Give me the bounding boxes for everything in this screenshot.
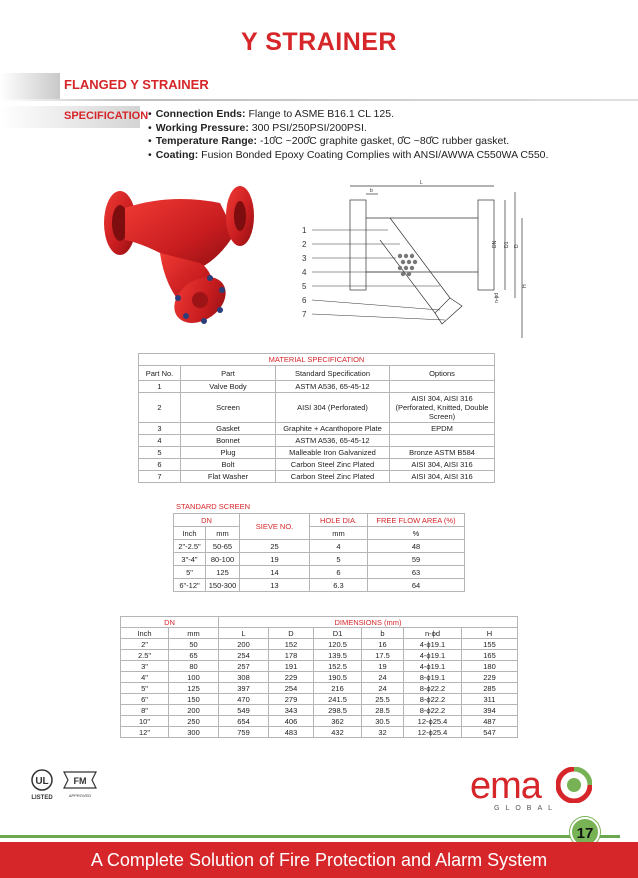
dim-D: D — [514, 244, 520, 248]
svg-text:UL: UL — [35, 776, 49, 787]
footer-banner — [0, 842, 638, 878]
callout-3: 3 — [302, 254, 307, 263]
table-row: 4" 100 308 229 190.5 24 8-ϕ19.1 229 — [121, 672, 518, 683]
title-first: Y — [241, 28, 258, 56]
spec-label: SPECIFICATION — [64, 110, 149, 122]
spec-item: • Temperature Range: -10̊C ~200̊C graphite gasket, 0̊C ~80̊C rubber gasket. — [148, 135, 548, 149]
table-row: 6"-12" 150-300 13 6.3 64 — [174, 579, 465, 592]
table-row: 2"-2.5" 50-65 25 4 48 — [174, 540, 465, 553]
dimensions-table: DN DIMENSIONS (mm) Inch mm L D D1 b n-ϕd H 2" 50 200 152 120.5 16 4-ϕ19.1 155 2.5" 65 254 178 139.5 17.5 4-ϕ19.1 165 3" 80 257 191 152.5 19 4-ϕ19.1 180 4" 100 308 229 190.5 24 8-ϕ19.1 229 5" 125 397 254 216 24 8-ϕ22.2 285 6" 150 470 279 241.5 25.5 8-ϕ22.2 311 8" 200 549 343 298.5 28.5 8-ϕ22.2 394 10" 250 654 406 362 30.5 12-ϕ25.4 487 12" 300 759 483 432 32 12-ϕ25.4 547 — [120, 616, 518, 738]
logo-word: ema — [470, 765, 541, 807]
ul-listed-icon — [31, 770, 53, 801]
svg-text:APPROVED: APPROVED — [68, 793, 92, 798]
section-title: FLANGED Y STRAINER — [64, 77, 209, 92]
table-row: 2 Screen AISI 304 (Perforated) AISI 304, AISI 316 (Perforated, Knitted, Double Screen) — [139, 393, 495, 423]
callout-7: 7 — [302, 310, 307, 319]
dim-L: L — [420, 180, 423, 186]
table-row: 3 Gasket Graphite + Acanthopore Plate EPDM — [139, 423, 495, 435]
dim-nd: n-ϕd — [494, 292, 500, 303]
footer-divider — [0, 835, 620, 838]
table-row: 2" 50 200 152 120.5 16 4-ϕ19.1 155 — [121, 639, 518, 650]
title-rest: STRAINER — [265, 28, 397, 56]
svg-text:LISTED: LISTED — [31, 795, 53, 801]
table-row: 4 Bonnet ASTM A536, 65-45-12 — [139, 435, 495, 447]
callout-5: 5 — [302, 282, 307, 291]
material-spec-table: MATERIAL SPECIFICATION Part No. Part Standard Specification Options 1 Valve Body ASTM A536, 65-45-12 2 Screen AISI 304 (Perforated) AISI 304, AISI 316 (Perforated, Knitted, Double Screen) 3 Gasket Graphite + Acanthopore Plate EPDM 4 Bonnet ASTM A536, 65-45-12 5 Plug Malleable Iron Galvanized Bronze ASTM B584 6 Bolt Carbon Steel Zinc Plated AISI 304, AISI 316 7 Flat Washer Carbon Steel Zinc Plated AISI 304, AISI 316 — [138, 353, 495, 483]
table-row: 3" 80 257 191 152.5 19 4-ϕ19.1 180 — [121, 661, 518, 672]
table-row: 6 Bolt Carbon Steel Zinc Plated AISI 304, AISI 316 — [139, 459, 495, 471]
y-strainer-photo — [100, 178, 270, 338]
section-header — [0, 73, 638, 99]
screen-title: STANDARD SCREEN — [176, 502, 251, 511]
svg-text:FM: FM — [73, 776, 87, 786]
technical-drawing — [290, 178, 530, 343]
table-row: 5" 125 397 254 216 24 8-ϕ22.2 285 — [121, 683, 518, 694]
spec-item: • Connection Ends: Flange to ASME B16.1 CL 125. — [148, 108, 548, 122]
dim-D1: D1 — [504, 241, 510, 248]
table-row: 12" 300 759 483 432 32 12-ϕ25.4 547 — [121, 727, 518, 738]
callout-2: 2 — [302, 240, 307, 249]
table-row: 8" 200 549 343 298.5 28.5 8-ϕ22.2 394 — [121, 705, 518, 716]
table-row: 2.5" 65 254 178 139.5 17.5 4-ϕ19.1 165 — [121, 650, 518, 661]
fm-approved-icon — [64, 772, 96, 798]
table-row: 3"-4" 80-100 19 5 59 — [174, 553, 465, 566]
logo-mark-icon — [556, 767, 592, 803]
callout-6: 6 — [302, 296, 307, 305]
standard-screen-table: DN SIEVE NO. HOLE DIA. FREE FLOW AREA (%) Inch mm mm % 2"-2.5" 50-65 25 4 48 3"-4" 80-100 19 5 59 5" 125 14 6 63 6"-12" 150-300 13 6.3 64 — [173, 513, 465, 592]
ema-global-logo — [470, 765, 620, 825]
table-row: 10" 250 654 406 362 30.5 12-ϕ25.4 487 — [121, 716, 518, 727]
table-row: 6" 150 470 279 241.5 25.5 8-ϕ22.2 311 — [121, 694, 518, 705]
table-row: 1 Valve Body ASTM A536, 65-45-12 — [139, 381, 495, 393]
dim-H: H — [522, 284, 528, 288]
table-row: 5 Plug Malleable Iron Galvanized Bronze ASTM B584 — [139, 447, 495, 459]
dim-b: b — [370, 188, 373, 194]
logo-sub: GLOBAL — [494, 805, 559, 812]
material-title: MATERIAL SPECIFICATION — [139, 354, 495, 366]
spec-item: • Working Pressure: 300 PSI/250PSI/200PSI. — [148, 122, 548, 136]
table-row: 5" 125 14 6 63 — [174, 566, 465, 579]
spec-list — [148, 108, 548, 162]
certification-logos — [30, 768, 110, 802]
callout-1: 1 — [302, 226, 307, 235]
spec-item: • Coating: Fusion Bonded Epoxy Coating Complies with ANSI/AWWA C550WA C550. — [148, 149, 548, 163]
footer-tagline: A Complete Solution of Fire Protection and Alarm System — [90, 850, 548, 870]
dim-DN: DN — [492, 240, 498, 248]
table-row: 7 Flat Washer Carbon Steel Zinc Plated AISI 304, AISI 316 — [139, 471, 495, 483]
page-title — [0, 28, 638, 57]
callout-4: 4 — [302, 268, 307, 277]
page-number: 17 — [570, 817, 600, 847]
